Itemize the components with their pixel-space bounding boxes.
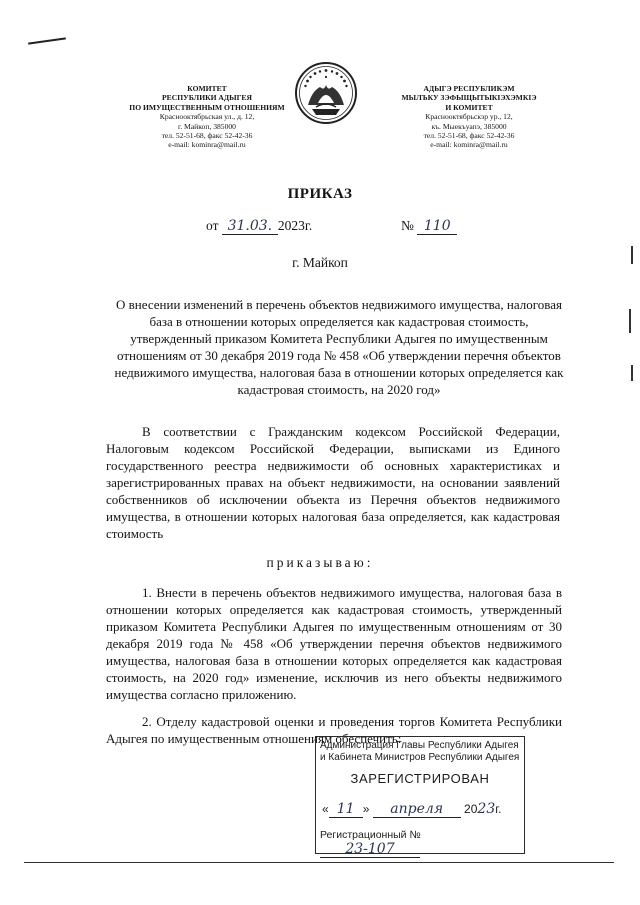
coat-of-arms-emblem-icon <box>294 61 358 125</box>
item-1-paragraph <box>106 584 562 703</box>
org-email-ady: e-mail: kominra@mail.ru <box>430 140 508 150</box>
org-city-ru: г. Майкоп, 385000 <box>178 121 236 131</box>
stamp-reg <box>320 829 520 858</box>
document-subject: О внесении изменений в перечень объектов недвижимого имущества, налоговая база в отношении которых определяется как кадастровая стоимость, утвержденный приказом Комитета Республики Адыгея по имущественным отношениям от 30 декабря 2019 года № 458 «Об утверждении перечня объектов недвижимого имущества, налоговая база в отношении которых определяется как кадастровая стоимость, на 2020 год» <box>114 297 564 397</box>
item-2-text: 2. Отделу кадастровой оценки и проведения торгов Комитета Республики Адыгея по имущественным отношениям обеспечить: <box>106 714 562 746</box>
org-phone-ady: тел. 52-51-68, факс 52-42-36 <box>423 131 515 141</box>
registration-stamp <box>315 736 525 857</box>
org-city-ady: къ. Мыекъуапэ, 385000 <box>431 121 507 131</box>
stamp-org-line1: Администрация Главы Республики Адыгея <box>320 740 519 751</box>
stamp-org <box>320 740 519 764</box>
org-address-ru: Краснооктябрьская ул., д. 12, <box>159 112 255 122</box>
org-email-ru: e-mail: kominra@mail.ru <box>168 140 246 150</box>
preamble-text: В соответствии с Гражданским кодексом Российской Федерации, Налоговым кодексом Российской Федерации, выписками из Единого государственного реестра недвижимости об основных характеристиках и зарегистрированных правах на объект недвижимости, на основании заявлений собственников об исключении объекта из Перечня объектов недвижимого имущества, в отношении которых налоговая база определяется, как кадастровая стоимость <box>106 424 560 541</box>
stamp-reg-label: Регистрационный № <box>320 829 421 841</box>
scan-edge-mark <box>631 365 633 381</box>
document-city: г. Майкоп <box>292 255 348 270</box>
number-prefix: № <box>401 218 414 233</box>
scan-mark <box>28 37 66 44</box>
date-line <box>206 218 312 235</box>
scan-bottom-line <box>24 862 614 863</box>
org-address-ady: Краснооктябрьскэр ур., 12, <box>425 112 513 122</box>
stamp-month: апреля <box>373 801 461 818</box>
org-name-ru-line1: КОМИТЕТ <box>187 84 227 93</box>
org-phone-ru: тел. 52-51-68, факс 52-42-36 <box>161 131 253 141</box>
scan-edge-mark <box>631 246 633 264</box>
order-word: приказываю: <box>266 555 374 570</box>
date-prefix: от <box>206 218 219 233</box>
header-right-block <box>364 84 574 150</box>
stamp-year-suffix: 23 <box>477 801 496 817</box>
stamp-status: ЗАРЕГИСТРИРОВАН <box>350 771 490 786</box>
org-name-ady-line1: АДЫГЭ РЕСПУБЛИКЭМ <box>423 84 515 93</box>
stamp-day: 11 <box>329 801 363 818</box>
document-title: ПРИКАЗ <box>287 186 353 202</box>
stamp-year-g: г. <box>495 802 502 816</box>
stamp-date: « 11 » апреля 2023г. <box>322 801 502 817</box>
date-suffix: 2023г. <box>277 218 313 233</box>
number-handwritten: 110 <box>417 218 457 235</box>
header-left-block <box>96 84 318 150</box>
org-name-ru-line2: РЕСПУБЛИКИ АДЫГЕЯ <box>162 93 252 103</box>
org-name-ru-line3: ПО ИМУЩЕСТВЕННЫМ ОТНОШЕНИЯМ <box>129 102 285 112</box>
date-handwritten: 31.03. <box>222 218 278 235</box>
scan-edge-mark <box>629 309 631 333</box>
item-1-text: 1. Внести в перечень объектов недвижимого имущества, налоговая база в отношении которых определяется как кадастровая стоимость, утвержденный приказом Комитета Республики Адыгея по имущественным отношениям от 30 декабря 2019 года № 458 «Об утверждении перечня объектов недвижимого имущества, налоговая база в отношении которых определяется как кадастровая стоимость, на 2020 год» изменение, исключив из него объекты недвижимого имущества согласно приложению. <box>106 585 562 702</box>
stamp-reg-number: 23-107 <box>320 841 420 858</box>
preamble-paragraph <box>106 423 560 542</box>
number-line <box>401 218 457 235</box>
stamp-org-line2: и Кабинета Министров Республики Адыгея <box>320 752 520 763</box>
org-name-ady-line2: МЫЛЪКУ ЗЭФЫЩЫТЫКІЭХЭМКІЭ <box>401 93 537 103</box>
stamp-year-prefix: 20 <box>464 802 478 816</box>
org-name-ady-line3: И КОМИТЕТ <box>445 102 493 112</box>
